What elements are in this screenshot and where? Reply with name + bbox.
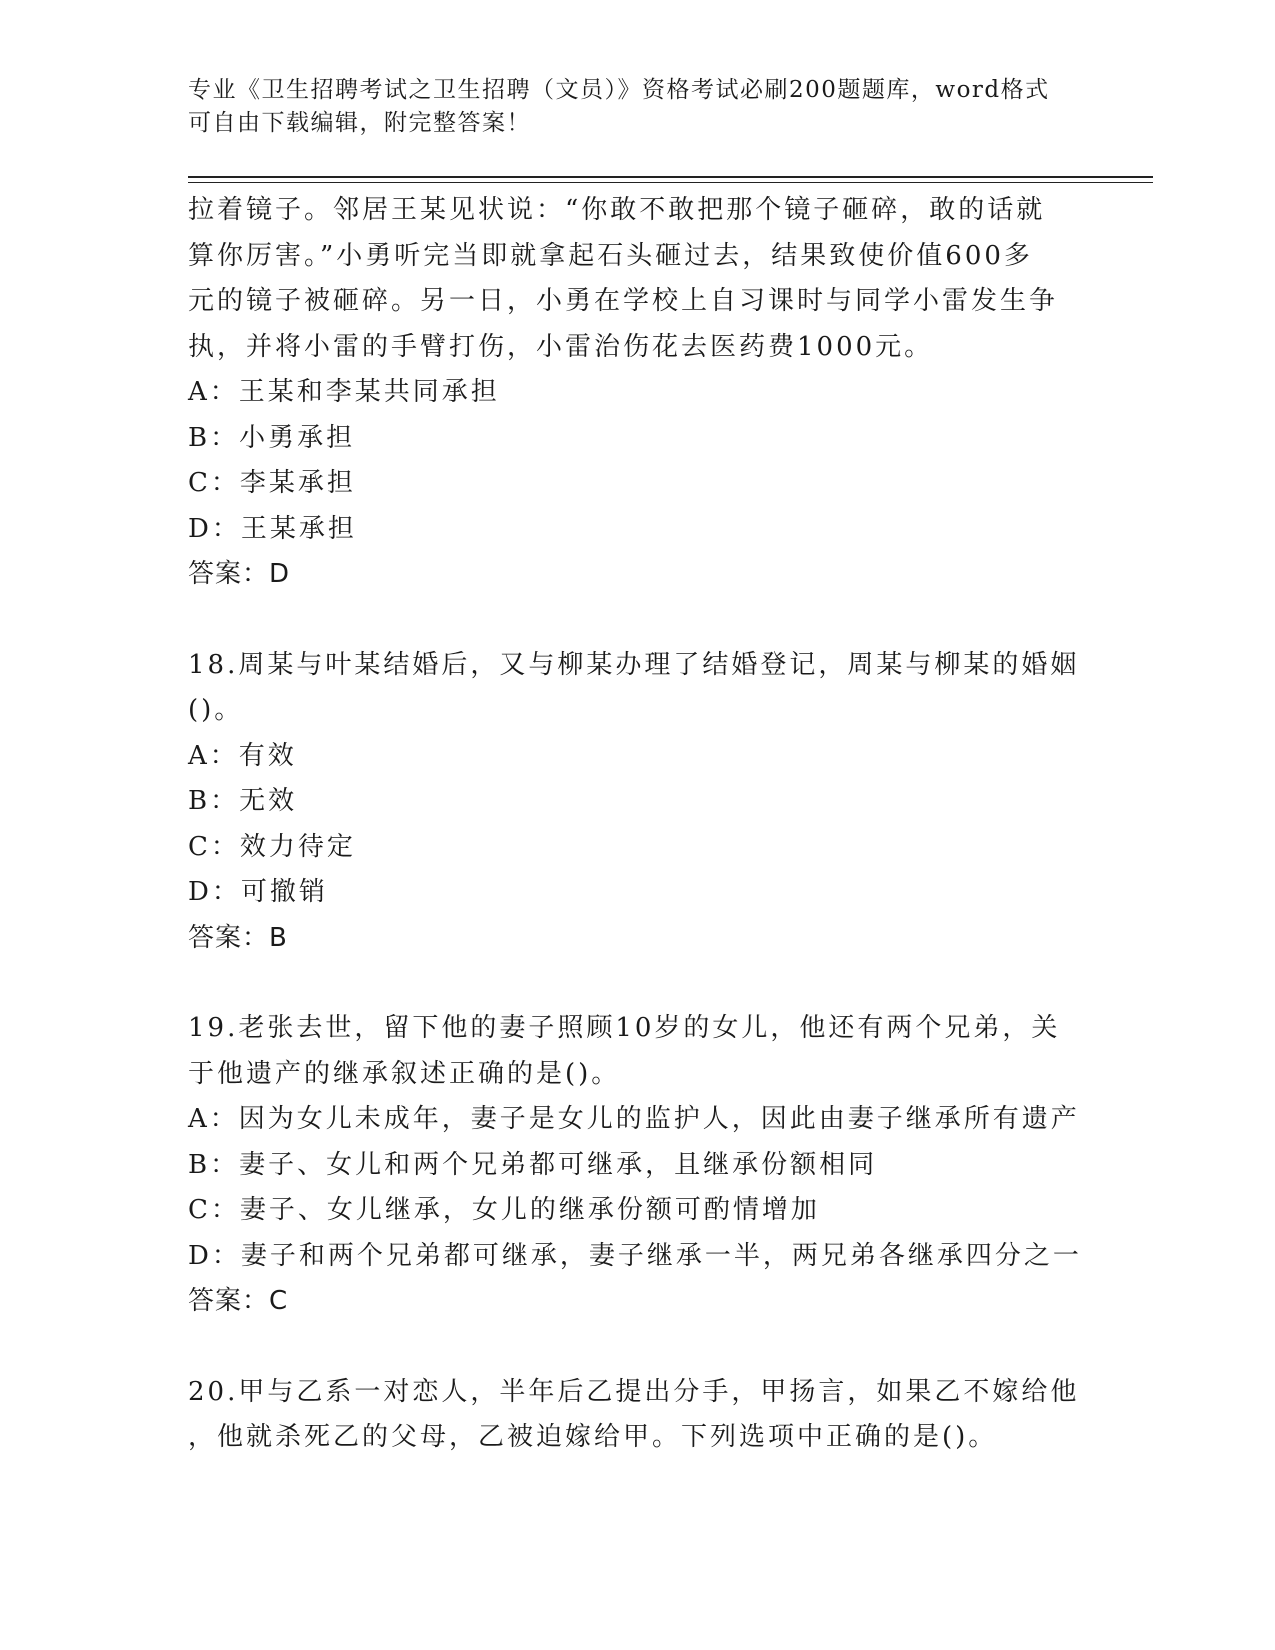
question-20 [188,1370,1088,1461]
header-divider-thin [188,182,1153,183]
option-d: D：妻子和两个兄弟都可继承，妻子继承一半，两兄弟各继承四分之一 [188,1240,1082,1271]
question-17 [188,188,1088,598]
question-stem-line: 18.周某与叶某结婚后，又与柳某办理了结婚登记，周某与柳某的婚姻 [188,649,1080,680]
option-a: A：王某和李某共同承担 [188,377,500,407]
question-stem-line: 算你厉害。”小勇听完当即就拿起石头砸过去，结果致使价值600多 [188,240,1033,271]
option-c: C：妻子、女儿继承，女儿的继承份额可酌情增加 [188,1195,820,1225]
answer: 答案：C [188,1286,289,1316]
spacer [188,961,1088,1006]
question-stem-line: 元的镜子被砸碎。另一日，小勇在学校上自习课时与同学小雷发生争 [188,286,1059,316]
question-stem-line: ()。 [188,695,244,725]
question-stem-line: 于他遗产的继承叙述正确的是()。 [188,1058,621,1089]
question-19 [188,1006,1088,1325]
question-18 [188,643,1088,962]
option-a: A：有效 [188,740,297,771]
question-list [188,188,1088,1461]
question-stem-line: 19.老张去世，留下他的妻子照顾10岁的女儿，他还有两个兄弟，关 [188,1013,1061,1043]
spacer [188,598,1088,643]
answer: 答案：D [188,559,291,589]
header-line-2: 可自由下载编辑，附完整答案！ [188,110,531,136]
question-stem-line: ，他就杀死乙的父母，乙被迫嫁给甲。下列选项中正确的是()。 [188,1422,998,1452]
question-stem-line: 20.甲与乙系一对恋人，半年后乙提出分手，甲扬言，如果乙不嫁给他 [188,1376,1080,1407]
document-header [188,74,1088,140]
option-d: D：王某承担 [188,513,357,544]
question-stem-line: 拉着镜子。邻居王某见状说：“你敢不敢把那个镜子砸碎，敢的话就 [188,195,1046,225]
option-b: B：妻子、女儿和两个兄弟都可继承，且继承份额相同 [188,1149,878,1180]
option-d: D：可撤销 [188,877,328,907]
option-c: C：效力待定 [188,831,356,862]
option-a: A：因为女儿未成年，妻子是女儿的监护人，因此由妻子继承所有遗产 [188,1104,1080,1134]
option-b: B：小勇承担 [188,422,356,453]
answer: 答案：B [188,922,288,953]
header-divider-thick [188,176,1153,178]
option-c: C：李某承担 [188,468,356,498]
header-line-1: 专业《卫生招聘考试之卫生招聘（文员）》资格考试必刷200题题库，word格式 [188,77,1050,103]
option-b: B：无效 [188,786,298,816]
spacer [188,1325,1088,1370]
question-stem-line: 执，并将小雷的手臂打伤，小雷治伤花去医药费1000元。 [188,331,934,362]
